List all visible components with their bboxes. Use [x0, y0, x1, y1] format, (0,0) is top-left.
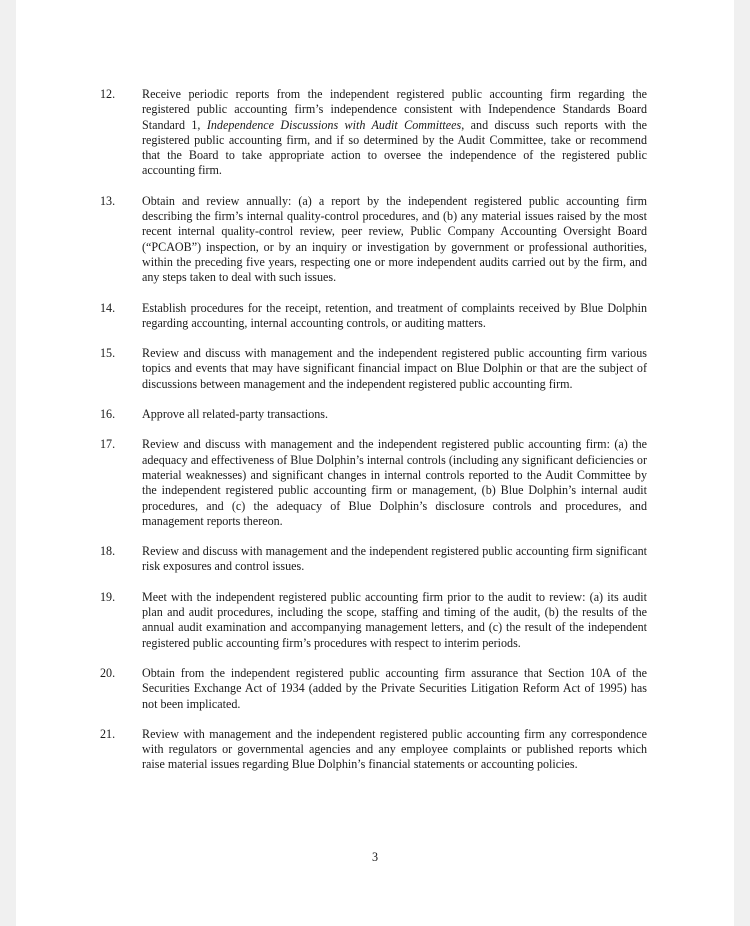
page-number: 3 [371, 850, 379, 864]
item-number: 20. [100, 665, 116, 680]
list-item-20 [16, 666, 734, 712]
list-item-14 [16, 301, 734, 332]
item-number: 13. [100, 193, 116, 208]
item-text: Review and discuss with management and the independent registered public accounting firm significant risk exposures and control issues. [142, 544, 647, 574]
item-number: 19. [100, 589, 116, 604]
italic-title: Independence Discussions with Audit Committees [206, 117, 462, 132]
item-number: 12. [100, 87, 116, 101]
item-text: Review and discuss with management and the independent registered public accounting firm various topics and events that may have significant financial impact on Blue Dolphin or that are the subject of discussions between management and the independent registered public accounting firm. [142, 346, 647, 391]
document-page [16, 0, 734, 926]
item-text: Receive periodic reports from the independent registered public accounting firm regarding the registered public accounting firm’s independence consistent with Independence Standards Board Standard 1, Independence Discussions with Audit Committees, and discuss such reports with the registered public accounting firm, and if so determined by the Audit Committee, take or recommend that the Board to take appropriate action to oversee the independence of the registered public accounting firm. [142, 87, 648, 178]
item-text: Establish procedures for the receipt, retention, and treatment of complaints received by Blue Dolphin regarding accounting, internal accounting controls, or auditing matters. [142, 300, 647, 330]
item-text: Review and discuss with management and the independent registered public accounting firm: (a) the adequacy and effectiveness of Blue Dolphin’s internal controls (including any significant deficiencies or material weaknesses) and significant changes in internal controls reported to the Audit Committee by the independent registered public accounting firm or management, (b) Blue Dolphin’s internal audit procedures, and (c) the adequacy of Blue Dolphin’s disclosure controls and procedures, and management reports thereon. [142, 437, 647, 528]
item-number: 21. [100, 726, 116, 741]
item-text: Approve all related-party transactions. [142, 407, 329, 422]
list-item-15 [16, 346, 734, 392]
item-text: Obtain from the independent registered public accounting firm assurance that Section 10A of the Securities Exchange Act of 1934 (added by the Private Securities Litigation Reform Act of 1995) has not been implicated. [142, 665, 647, 711]
item-text: Meet with the independent registered public accounting firm prior to the audit to review: (a) its audit plan and audit procedures, including the scope, staffing and timing of the audit, (b) the results of the annual audit examination and accompanying management letters, and (c) the result of the independent registered public accounting firm’s procedures with respect to interim periods. [142, 589, 647, 650]
item-number: 18. [100, 544, 116, 559]
item-text: Obtain and review annually: (a) a report by the independent registered public accounting firm describing the firm’s internal quality-control procedures, and (b) any material issues raised by the most recent internal quality-control review, peer review, Public Company Accounting Oversight Board (“PCAOB”) inspection, or by an inquiry or investigation by government or professional authorities, within the preceding five years, respecting one or more independent audits carried out by the firm, and any steps taken to deal with such issues. [142, 193, 647, 285]
left-margin-gutter [0, 0, 16, 926]
list-item-19 [16, 590, 734, 651]
right-margin-gutter [734, 0, 750, 926]
list-item-16 [16, 407, 734, 422]
item-number: 16. [100, 407, 116, 422]
item-text: Review with management and the independent registered public accounting firm any correspondence with regulators or governmental agencies and any employee complaints or published reports which raise material issues regarding Blue Dolphin’s financial statements or accounting policies. [142, 726, 647, 772]
item-number: 17. [100, 437, 116, 452]
list-item-18 [16, 544, 734, 575]
list-item-12 [16, 87, 734, 179]
list-item-13 [16, 194, 734, 286]
item-number: 15. [100, 346, 116, 361]
item-number: 14. [100, 300, 116, 315]
numbered-list [16, 87, 734, 788]
list-item-21 [16, 727, 734, 773]
list-item-17 [16, 437, 734, 529]
